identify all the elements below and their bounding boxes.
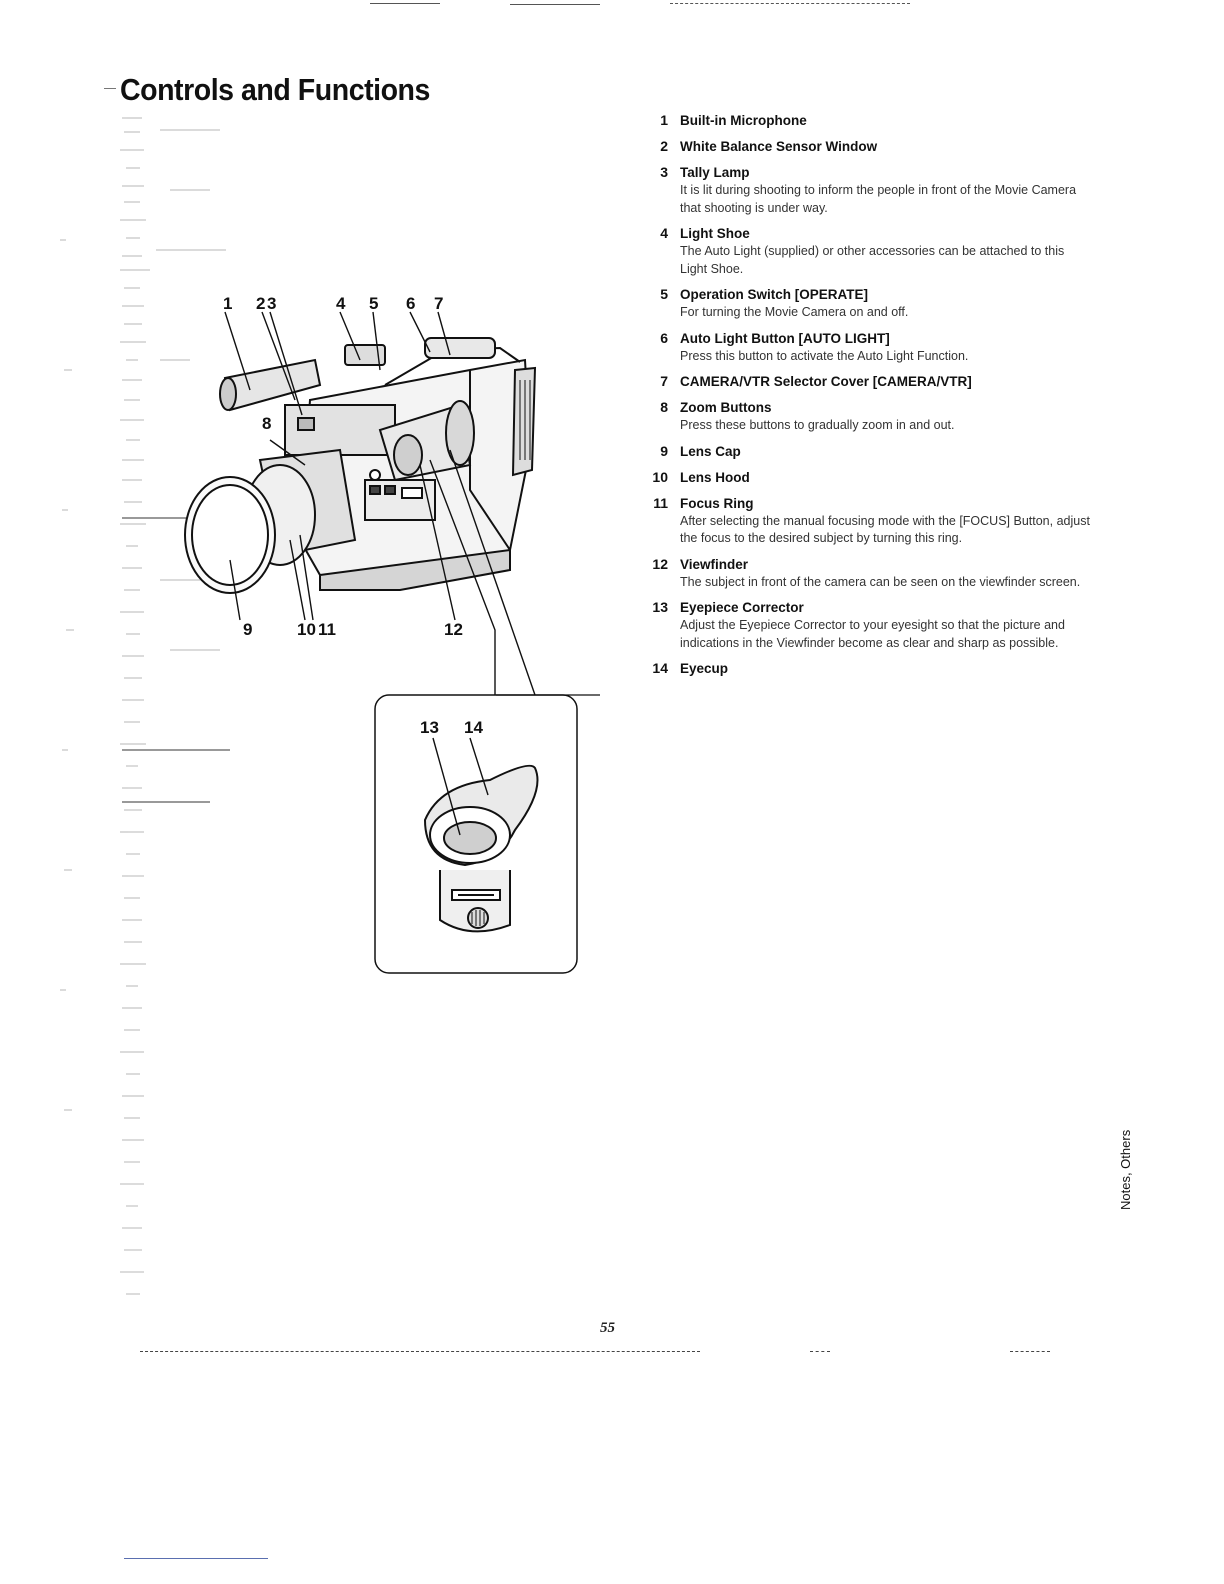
item-name: Eyecup (680, 661, 729, 676)
item-number: 8 (660, 399, 668, 415)
callout-9: 9 (243, 620, 253, 639)
item-number: 1 (660, 112, 668, 128)
item-number: 11 (653, 494, 668, 511)
list-item (650, 443, 1090, 461)
item-name: Tally Lamp (680, 165, 750, 180)
item-number: 14 (652, 660, 668, 676)
item-name: Viewfinder (680, 556, 749, 572)
item-number: 9 (660, 442, 668, 459)
callout-4: 4 (336, 294, 346, 313)
callout-14: 14 (464, 718, 483, 737)
side-tab-label: Notes, Others (1118, 1129, 1133, 1210)
list-item (650, 469, 1090, 487)
title-dash (104, 88, 116, 89)
item-name: Built-in Microphone (680, 113, 807, 128)
item-description: Press these buttons to gradually zoom in and out. (680, 418, 955, 432)
callout-3: 3 (267, 294, 277, 313)
callout-8: 8 (262, 414, 272, 433)
item-number: 2 (660, 138, 668, 154)
list-item (650, 399, 1090, 435)
item-name: Lens Hood (680, 469, 750, 485)
item-name: White Balance Sensor Window (680, 139, 878, 154)
callout-13: 13 (420, 718, 439, 737)
bottom-rule (1010, 1351, 1050, 1352)
item-number: 6 (660, 329, 668, 346)
page-title: Controls and Functions (120, 72, 430, 107)
item-description: For turning the Movie Camera on and off. (680, 305, 909, 319)
list-item (650, 138, 1090, 156)
list-item (650, 286, 1090, 322)
section-side-tab (1118, 1130, 1138, 1210)
footer-rule (124, 1558, 268, 1559)
camera-illustration (170, 290, 610, 980)
item-name: Light Shoe (680, 226, 750, 241)
callout-1: 1 (223, 294, 233, 313)
list-item (650, 556, 1090, 592)
item-number: 7 (660, 373, 668, 389)
callout-2: 2 (256, 294, 266, 313)
list-item (650, 164, 1090, 217)
item-number: 10 (652, 468, 668, 485)
item-number: 13 (652, 599, 668, 615)
list-item (650, 225, 1090, 278)
page-number: 55 (600, 1320, 615, 1336)
list-item (650, 373, 1090, 391)
item-description: The subject in front of the camera can be seen on the viewfinder screen. (680, 574, 1081, 589)
top-rule (370, 3, 440, 4)
list-item (650, 112, 1090, 130)
item-name: Focus Ring (680, 495, 754, 511)
item-number: 4 (660, 225, 668, 241)
callout-5: 5 (369, 294, 379, 313)
bottom-rule (810, 1351, 830, 1352)
item-name: Auto Light Button [AUTO LIGHT] (680, 330, 890, 346)
callout-10: 10 (297, 620, 316, 639)
list-item (650, 660, 1090, 678)
callout-12: 12 (444, 620, 463, 639)
item-description: After selecting the manual focusing mode with the [FOCUS] Button, adjust the focus to the desired subject by turning this ring. (680, 513, 1090, 545)
item-name: Lens Cap (680, 443, 741, 459)
camera-diagram (170, 290, 610, 980)
controls-list (650, 112, 1090, 686)
item-name: Operation Switch [OPERATE] (680, 287, 869, 302)
item-number: 12 (652, 555, 668, 572)
top-rule (670, 3, 910, 4)
callout-11: 11 (318, 620, 336, 639)
item-name: Eyepiece Corrector (680, 600, 804, 615)
item-description: It is lit during shooting to inform the people in front of the Movie Camera that shooting is under way. (680, 183, 1077, 215)
item-number: 3 (660, 164, 668, 180)
callout-6: 6 (406, 294, 416, 313)
top-rule (510, 4, 600, 5)
item-name: Zoom Buttons (680, 400, 772, 415)
list-item (650, 599, 1090, 652)
item-description: The Auto Light (supplied) or other accessories can be attached to this Light Shoe. (680, 244, 1065, 276)
bottom-rule (140, 1351, 700, 1352)
item-number: 5 (660, 286, 668, 302)
item-description: Adjust the Eyepiece Corrector to your eyesight so that the picture and indications in the Viewfinder become as clear and sharp as possible. (680, 618, 1065, 650)
list-item (650, 330, 1090, 366)
item-description: Press this button to activate the Auto Light Function. (680, 348, 969, 363)
list-item (650, 495, 1090, 548)
item-name: CAMERA/VTR Selector Cover [CAMERA/VTR] (680, 374, 972, 389)
callout-7: 7 (434, 294, 444, 313)
